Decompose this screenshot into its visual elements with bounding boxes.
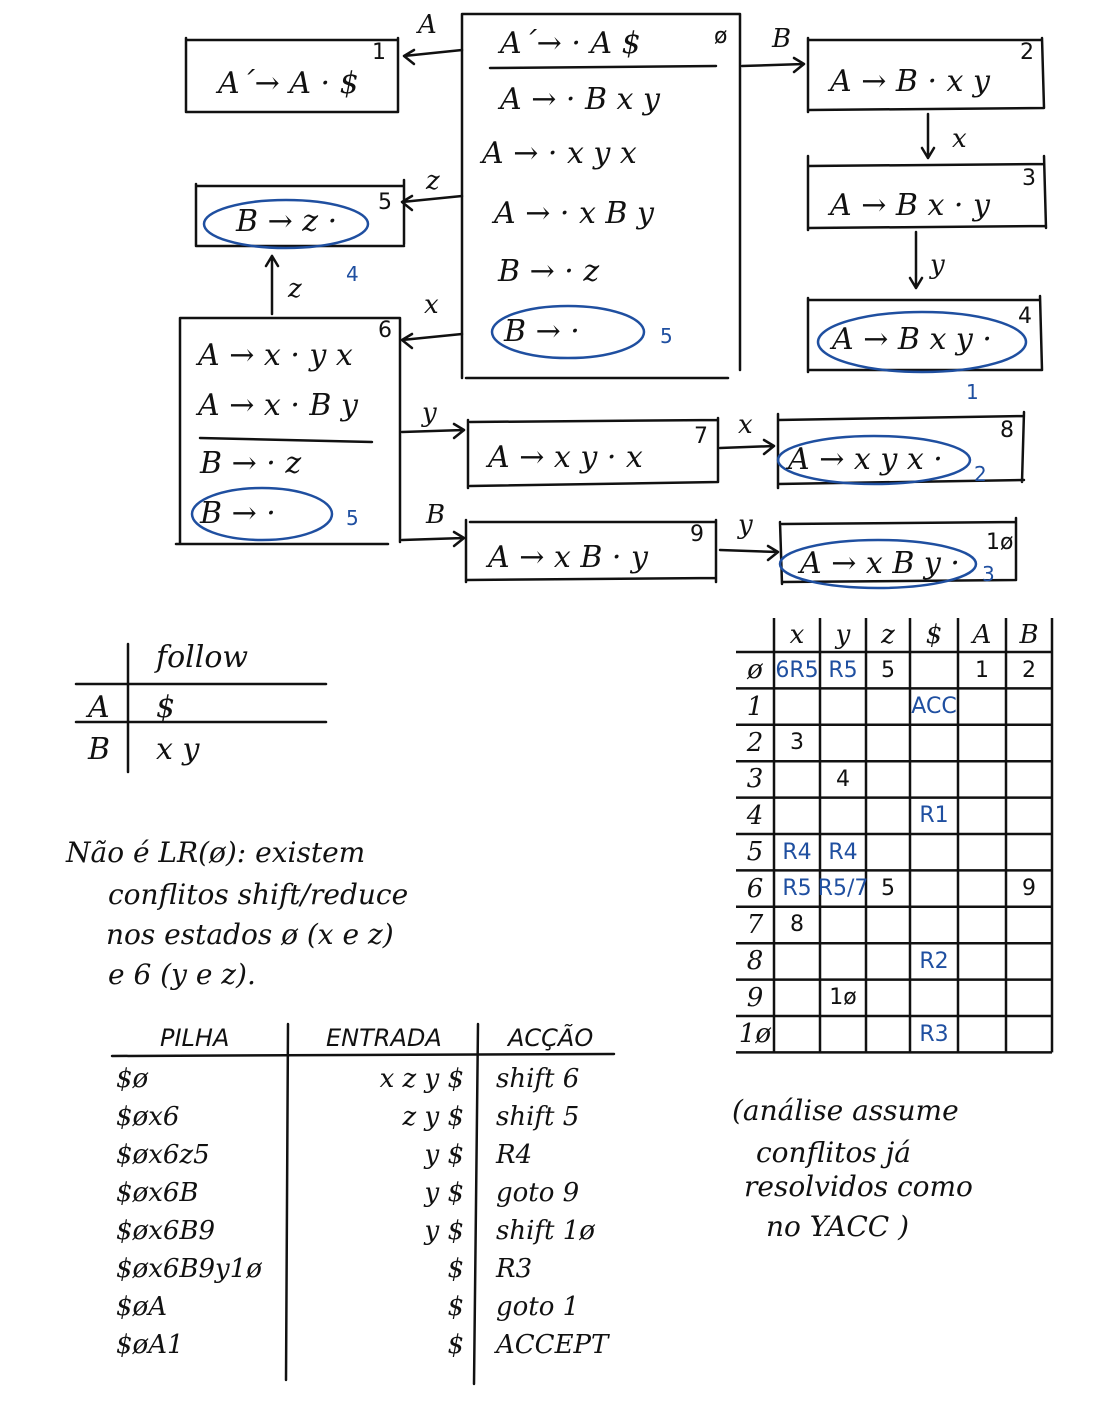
parse-table-row-state: 7 xyxy=(746,909,764,940)
state6-item-1: A → x · y x xyxy=(198,338,353,373)
state9-item-1: A → x B · y xyxy=(488,540,648,575)
yacc-note-line-1: (análise assume xyxy=(732,1094,959,1127)
trace-stack: $øA xyxy=(116,1292,167,1322)
state6-item-2: A → x · B y xyxy=(198,388,358,423)
state3-item-1: A → B x · y xyxy=(830,188,990,223)
trace-header: PILHA xyxy=(160,1024,230,1052)
parse-table-row-state: 3 xyxy=(746,764,764,795)
edge-label-y-3-4: y xyxy=(930,250,945,280)
edge-label-x-0-6: x xyxy=(424,290,439,320)
parse-table-cell: 6R5 xyxy=(775,657,819,683)
yacc-note-line-3: resolvidos como xyxy=(744,1170,973,1203)
conflict-note-line-1: Não é LR(ø): existem xyxy=(66,836,366,869)
parse-table-cell: ACC xyxy=(911,694,957,720)
parse-table-cell: R1 xyxy=(919,803,949,829)
parse-table-row-state: ø xyxy=(747,655,763,686)
parse-table-cell: R3 xyxy=(919,1021,949,1047)
edge-label-A: A xyxy=(418,10,437,40)
conflict-note-line-2: conflitos shift/reduce xyxy=(108,878,409,911)
parse-table-cell: 2 xyxy=(1022,657,1036,683)
trace-action: shift 5 xyxy=(496,1102,580,1132)
state0-item-2: A → · B x y xyxy=(500,82,660,117)
state-label-9: 9 xyxy=(690,522,704,547)
state5-item-1: B → z · xyxy=(236,204,338,239)
state2-item-1: A → B · x y xyxy=(830,64,990,99)
state-label-6: 6 xyxy=(378,318,392,343)
parse-table-row-state: 5 xyxy=(746,837,764,868)
state0-item-3: A → · x y x xyxy=(482,136,637,171)
parse-table-cell: 8 xyxy=(790,912,804,938)
follow-sym-A: A xyxy=(88,690,110,725)
parse-table-row-state: 2 xyxy=(746,727,764,758)
trace-action: R4 xyxy=(496,1140,533,1170)
parse-table-cell: R4 xyxy=(782,839,812,865)
trace-stack: $øx6B9 xyxy=(116,1216,216,1246)
edge-label-B-6-9: B xyxy=(426,500,446,530)
state0-item-4: A → · x B y xyxy=(494,196,654,231)
parse-table-cell: R5 xyxy=(828,657,858,683)
parse-table-cell: 5 xyxy=(881,876,895,902)
state-label-8: 8 xyxy=(1000,418,1014,443)
state7-item-1: A → x y · x xyxy=(488,440,643,475)
reduce-mark-5-state0: 5 xyxy=(660,324,673,348)
trace-input: $ xyxy=(447,1292,464,1322)
state-label-1: 1 xyxy=(372,40,386,65)
trace-action: goto 9 xyxy=(496,1178,580,1208)
parse-table-cell: 3 xyxy=(790,730,804,756)
yacc-note-line-4: no YACC ) xyxy=(766,1210,909,1243)
state10-item-1: A → x B y · xyxy=(800,546,960,581)
edge-label-x-7-8: x xyxy=(738,410,753,440)
parse-table-cell: 1ø xyxy=(829,985,857,1011)
trace-input: y $ xyxy=(424,1178,464,1208)
trace-action: shift 1ø xyxy=(496,1216,595,1246)
parse-table-row-state: 8 xyxy=(746,946,764,977)
parse-table-row-state: 4 xyxy=(746,800,764,831)
state4-item-1: A → B x y · xyxy=(832,322,992,357)
state6-item-3: B → · z xyxy=(200,446,302,481)
reduce-mark-3: 3 xyxy=(982,562,995,586)
state-label-10: 1ø xyxy=(986,530,1014,555)
reduce-mark-5-state6: 5 xyxy=(346,506,359,530)
parse-table-row-state: 1ø xyxy=(738,1019,772,1050)
parse-table-col-header: $ xyxy=(925,620,943,650)
trace-input: y $ xyxy=(424,1140,464,1170)
state-label-0: ø xyxy=(714,24,728,49)
trace-stack: $øx6B xyxy=(116,1178,199,1208)
trace-header: ACÇÃO xyxy=(508,1024,594,1052)
trace-action: shift 6 xyxy=(496,1064,580,1094)
parse-table-cell: R5 xyxy=(782,876,812,902)
state-label-7: 7 xyxy=(694,424,708,449)
parse-table-row-state: 1 xyxy=(746,691,764,722)
parse-table-cell: R2 xyxy=(919,948,949,974)
state-label-4: 4 xyxy=(1018,304,1032,329)
parse-table-cell: 9 xyxy=(1022,876,1036,902)
trace-action: goto 1 xyxy=(496,1292,580,1322)
follow-sym-B: B xyxy=(88,732,111,767)
parse-table-col-header: A xyxy=(972,620,992,650)
state6-item-4: B → · xyxy=(200,496,276,531)
conflict-note-line-4: e 6 (y e z). xyxy=(108,958,256,991)
yacc-note-line-2: conflitos já xyxy=(756,1136,911,1169)
trace-stack: $øx6 xyxy=(116,1102,180,1132)
follow-set-A: $ xyxy=(156,690,176,725)
trace-action: R3 xyxy=(496,1254,533,1284)
parse-table-col-header: B xyxy=(1019,620,1039,650)
reduce-mark-4: 4 xyxy=(346,262,359,286)
trace-action: ACCEPT xyxy=(496,1330,609,1360)
state8-item-1: A → x y x · xyxy=(788,442,943,477)
follow-set-B: x y xyxy=(156,732,200,767)
trace-input: x z y $ xyxy=(379,1064,464,1094)
parse-table-cell: R5/7 xyxy=(817,876,869,902)
parse-table-col-header: y xyxy=(835,620,851,650)
trace-input: $ xyxy=(447,1330,464,1360)
state0-item-6: B → · xyxy=(504,314,580,349)
trace-input: $ xyxy=(447,1254,464,1284)
trace-input: y $ xyxy=(424,1216,464,1246)
edge-label-B: B xyxy=(772,24,792,54)
trace-header: ENTRADA xyxy=(326,1024,442,1052)
parse-table-col-header: x xyxy=(789,620,805,650)
edge-label-z-6-5: z xyxy=(288,274,302,304)
parse-table-row-state: 6 xyxy=(746,873,764,904)
trace-stack: $øA1 xyxy=(116,1330,184,1360)
state0-item-5: B → · z xyxy=(498,254,600,289)
trace-stack: $øx6B9y1ø xyxy=(116,1254,262,1284)
conflict-note-line-3: nos estados ø (x e z) xyxy=(106,918,394,951)
parse-table-row-state: 9 xyxy=(746,982,764,1013)
parse-table-col-header: z xyxy=(881,620,895,650)
trace-stack: $øx6z5 xyxy=(116,1140,210,1170)
state1-item-1: A´→ A · $ xyxy=(218,66,359,101)
edge-label-z-0-5: z xyxy=(426,166,440,196)
trace-stack: $ø xyxy=(116,1064,149,1094)
edge-label-y-9-10: y xyxy=(738,510,753,540)
state0-item-1: A´→ · A $ xyxy=(500,26,641,61)
reduce-mark-2: 2 xyxy=(974,462,987,486)
reduce-mark-1: 1 xyxy=(966,380,979,404)
state-label-5: 5 xyxy=(378,190,392,215)
trace-input: z y $ xyxy=(402,1102,464,1132)
parse-table-cell: 5 xyxy=(881,657,895,683)
follow-header: follow xyxy=(156,640,249,675)
parse-table-cell: 4 xyxy=(836,766,850,792)
state-label-3: 3 xyxy=(1022,166,1036,191)
parse-table-cell: 1 xyxy=(975,657,989,683)
parse-table-cell: R4 xyxy=(828,839,858,865)
edge-label-y-6-7: y xyxy=(422,398,437,428)
state-label-2: 2 xyxy=(1020,40,1034,65)
edge-label-x-2-3: x xyxy=(952,124,967,154)
